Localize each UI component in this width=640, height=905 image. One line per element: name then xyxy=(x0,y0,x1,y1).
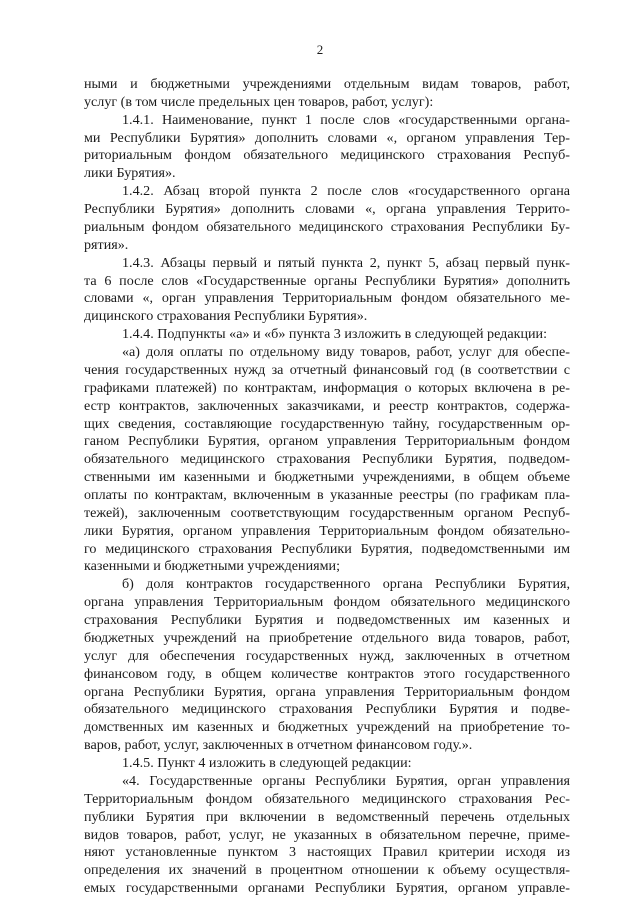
text-line: Территориальным фондом обязательного медицинского страхования Рес- xyxy=(84,790,570,807)
text-line: «а) доля оплаты по отдельному виду товаров, работ, услуг для обеспе- xyxy=(122,344,570,361)
text-line: ными и бюджетными учреждениями отдельным видам товаров, работ, xyxy=(84,76,570,92)
text-line: риториальным фондом обязательного медицинского страхования Респуб- xyxy=(84,147,570,164)
text-line: чения государственных нужд за отчетный финансовый год (в соответствии с xyxy=(84,361,570,378)
text-line: графиками платежей) по контрактам, информация о которых включена в ре- xyxy=(84,379,570,396)
text-line: определения их значений в процентном отношении к объему осуществля- xyxy=(84,862,570,879)
text-line: варов, работ, услуг, заключенных в отчетном финансовом году.». xyxy=(84,737,473,754)
text-line: страхования Республики Бурятия и подведомственных им казенных и xyxy=(84,612,570,629)
text-line: дицинского страхования Республики Бурятия». xyxy=(84,308,368,325)
text-line: услуг для обеспечения государственных нужд, заключенных в отчетном xyxy=(84,647,570,664)
text-line: щих сведения, составляющие государственную тайну, государственным ор- xyxy=(84,415,570,432)
text-line: 1.4.5. Пункт 4 изложить в следующей редакции: xyxy=(122,755,412,772)
text-line: органа управления Территориальным фондом обязательного медицинского xyxy=(84,594,570,611)
text-line: ственными им казенными и бюджетными учреждениями, в общем объеме xyxy=(84,469,570,486)
text-line: емых государственными органами Республики Бурятия, органом управле- xyxy=(84,880,570,897)
text-line: органа Республики Бурятия, органа управления Территориальным фондом xyxy=(84,683,570,700)
text-line: финансовом году, в общем количестве контрактов этого государственного xyxy=(84,665,570,682)
text-line: 1.4.4. Подпункты «а» и «б» пункта 3 изложить в следующей редакции: xyxy=(122,326,547,343)
text-line: тежей), заключенным соответствующим государственным органом Респуб- xyxy=(84,504,570,521)
text-line: естр контрактов, заключенных заказчиками, и реестр контрактов, содержа- xyxy=(84,397,570,414)
text-line: ми Республики Бурятия» дополнить словами «, органом управления Тер- xyxy=(84,129,570,146)
text-line: казенными и бюджетными учреждениями; xyxy=(84,558,340,575)
text-line: услуг (в том числе предельных цен товаров, работ, услуг): xyxy=(84,93,434,110)
text-line: няют установленные пунктом 3 настоящих Правил критерии исходя из xyxy=(84,844,570,861)
text-line: риальным фондом обязательного медицинского страхования Республики Бу- xyxy=(84,218,570,235)
text-line: обязательного медицинского страхования Республики Бурятия и подве- xyxy=(84,701,570,718)
text-line: Республики Бурятия» дополнить словами «, органа управления Террито- xyxy=(84,201,570,218)
page-number: 2 xyxy=(316,42,324,57)
text-line: 1.4.2. Абзац второй пункта 2 после слов «государственного органа xyxy=(122,183,570,200)
text-line: видов товаров, работ, услуг, не указанных в обязательном перечне, приме- xyxy=(84,826,570,843)
text-line: б) доля контрактов государственного органа Республики Бурятия, xyxy=(122,576,570,593)
text-line: бюджетных учреждений на приобретение отдельного вида товаров, работ, xyxy=(84,629,570,646)
text-line: обязательного медицинского страхования Республики Бурятия, подведом- xyxy=(84,451,570,468)
text-line: го медицинского страхования Республики Бурятия, подведомственными им xyxy=(84,540,570,557)
text-line: 1.4.1. Наименование, пункт 1 после слов «государственными органа- xyxy=(122,111,570,128)
text-line: публики Бурятия при включении в ведомственный перечень отдельных xyxy=(84,808,570,825)
text-line: «4. Государственные органы Республики Бурятия, орган управления xyxy=(122,772,570,789)
text-line: та 6 после слов «Государственные органы Республики Бурятия» дополнить xyxy=(84,272,570,289)
text-line: лики Бурятия». xyxy=(84,165,176,182)
text-line: домственных им казенных и бюджетных учреждений на приобретение то- xyxy=(84,719,570,736)
text-line: 1.4.3. Абзацы первый и пятый пункта 2, пункт 5, абзац первый пунк- xyxy=(122,254,570,271)
text-line: словами «, орган управления Территориальным фондом обязательного ме- xyxy=(84,290,570,307)
text-line: ганом Республики Бурятия, органом управления Территориальным фондом xyxy=(84,433,570,450)
text-line: рятия». xyxy=(84,236,129,253)
text-line: лики Бурятия, органом управления Территориальным фондом обязательно- xyxy=(84,522,570,539)
text-line: оплаты по контрактам, включенным в указанные реестры (по графикам пла- xyxy=(84,487,570,503)
